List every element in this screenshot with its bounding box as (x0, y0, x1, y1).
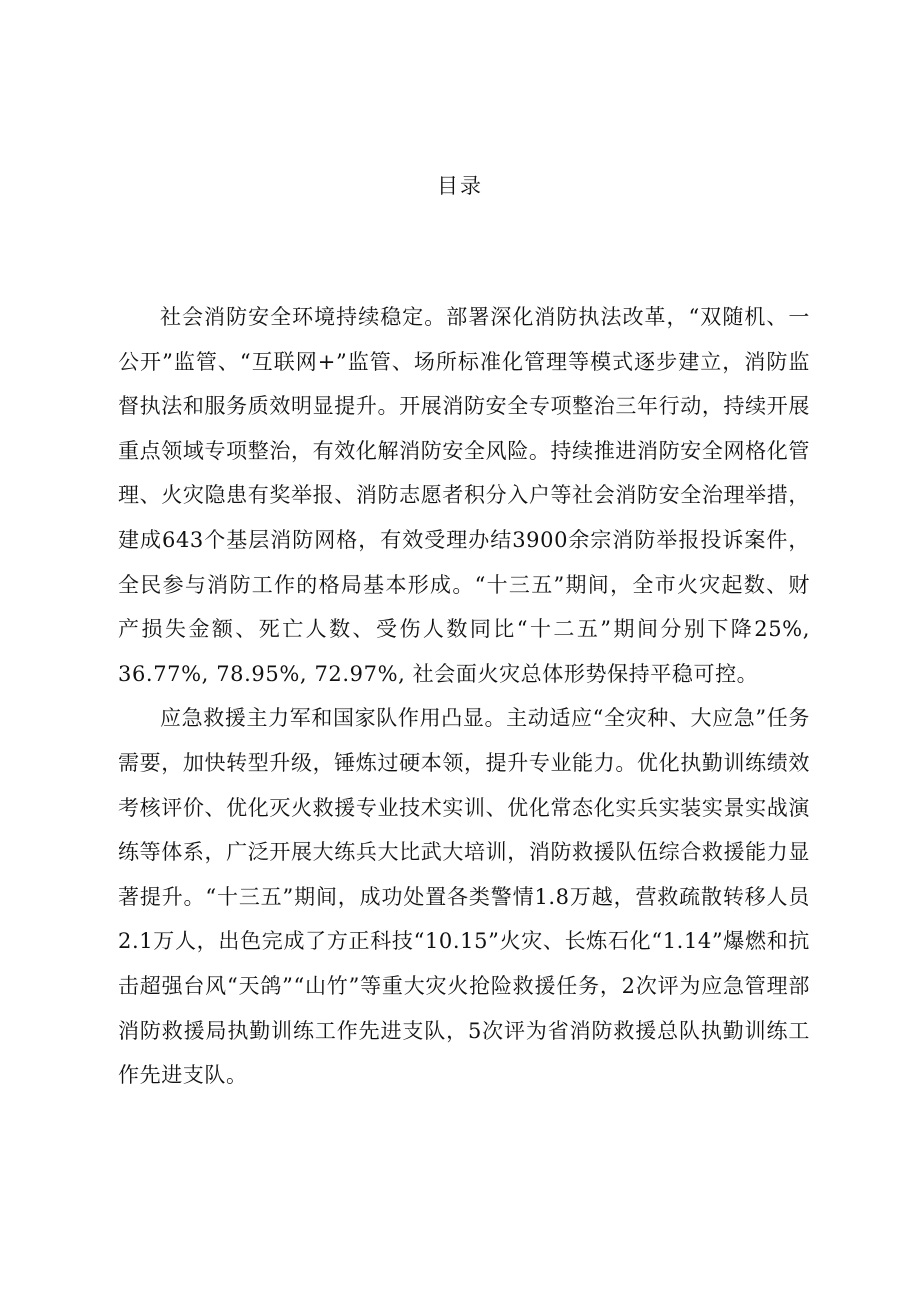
page-title: 目录 (437, 174, 483, 198)
document-body (118, 295, 810, 1098)
paragraph-fire-safety-environment: 社会消防安全环境持续稳定。部署深化消防执法改革，“双随机、一公开”监管、“互联网+”监管、场所标准化管理等模式逐步建立，消防监督执法和服务质效明显提升。开展消防安全专项整治三年行动，持续开展重点领域专项整治，有效化解消防安全风险。持续推进消防安全网格化管理、火灾隐患有奖举报、消防志愿者积分入户等社会消防安全治理举措，建成643个基层消防网格，有效受理办结3900余宗消防举报投诉案件，全民参与消防工作的格局基本形成。“十三五”期间，全市火灾起数、财产损失金额、死亡人数、受伤人数同比“十二五”期间分别下降25%, 36.77%, 78.95%, 72.97%, 社会面火灾总体形势保持平稳可控。 (118, 305, 810, 686)
paragraph-emergency-rescue: 应急救援主力军和国家队作用凸显。主动适应“全灾种、大应急”任务需要，加快转型升级，锤炼过硬本领，提升专业能力。优化执勤训练绩效考核评价、优化灭火救援专业技术实训、优化常态化实兵实装实景实战演练等体系，广泛开展大练兵大比武大培训，消防救援队伍综合救援能力显著提升。“十三五”期间，成功处置各类警情1.8万越，营救疏散转移人员2.1万人，出色完成了方正科技“10.15”火灾、长炼石化“1.14”爆燃和抗击超强台风“天鸽”“山竹”等重大灾火抢险救援任务，2次评为应急管理部消防救援局执勤训练工作先进支队，5次评为省消防救援总队执勤训练工作先进支队。 (118, 706, 810, 1088)
